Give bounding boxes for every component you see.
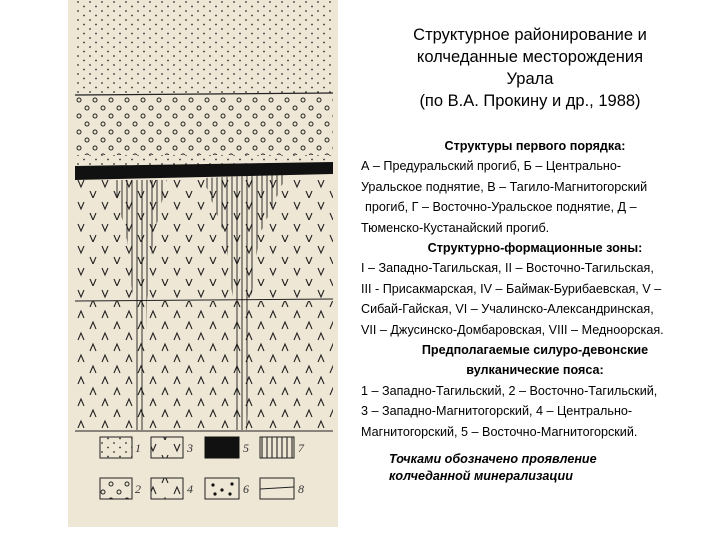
text-line: 1 – Западно-Тагильский, 2 – Восточно-Тагильский, <box>361 383 658 398</box>
text-line: прогиб, Г – Восточно-Уральское поднятие, Д – <box>365 200 637 215</box>
legend-number-7: 7 <box>298 441 304 455</box>
layer-dotted <box>75 0 333 95</box>
legend-box-6-dots <box>211 482 233 495</box>
title-line: колчеданные месторождения <box>416 48 644 66</box>
legend-box-7 <box>260 437 294 458</box>
text-line: III - Присакмарская, IV – Баймак-Бурибаевская, V – <box>361 281 662 296</box>
layer-caret-volcanics <box>75 301 333 431</box>
title-line: (по В.А. Прокину и др., 1988) <box>419 92 641 110</box>
text-line: 3 – Западно-Магнитогорский, 4 – Центрально- <box>361 404 633 419</box>
legend-number-1: 1 <box>135 441 141 455</box>
text-line: VII – Джусинско-Домбаровская, VIII – Медноорская. <box>361 322 664 337</box>
text-line: I – Западно-Тагильская, II – Восточно-Тагильская, <box>361 261 654 276</box>
legend-box-1 <box>100 437 132 458</box>
layer-v-volcanics <box>75 180 333 300</box>
layer-circles <box>75 95 333 155</box>
legend-number-5: 5 <box>243 441 249 455</box>
section-heading: Структуры первого порядка: <box>444 139 626 153</box>
legend-number-4: 4 <box>187 482 193 496</box>
text-line: Сибай-Гайская, VI – Учалинско-Александринская, <box>361 302 654 317</box>
section-heading: вулканические пояса: <box>466 363 604 378</box>
title-line: Урала <box>506 70 554 88</box>
note-line: Точками обозначено проявление <box>389 452 597 466</box>
legend-box-5 <box>205 437 239 458</box>
legend-number-2: 2 <box>135 482 141 496</box>
legend-box-8-line <box>260 487 294 489</box>
explanation-text <box>361 136 709 442</box>
note-line: колчеданной минерализации <box>389 469 573 483</box>
legend-box-3 <box>151 437 183 458</box>
legend-number-3: 3 <box>187 441 193 455</box>
text-line: Уральское поднятие, В – Тагило-Магнитогорский <box>361 179 648 194</box>
text-line: Магнитогорский, 5 – Восточно-Магнитогорский. <box>361 424 638 439</box>
title-line: Структурное районирование и <box>413 26 647 44</box>
mineralization-note <box>389 451 597 485</box>
legend-number-8: 8 <box>298 482 304 496</box>
section-heading: Предполагаемые силуро-девонские <box>421 343 649 358</box>
slide-title <box>370 24 690 112</box>
section-heading: Структурно-формационные зоны: <box>427 241 643 256</box>
legend-box-2 <box>100 478 132 499</box>
text-line: А – Предуральский прогиб, Б – Центрально- <box>361 159 622 174</box>
legend-number-6: 6 <box>243 482 249 496</box>
geologic-column-figure <box>75 0 337 527</box>
text-line: Тюменско-Кустанайский прогиб. <box>361 220 550 235</box>
legend <box>100 437 305 499</box>
legend-box-4 <box>151 478 183 499</box>
